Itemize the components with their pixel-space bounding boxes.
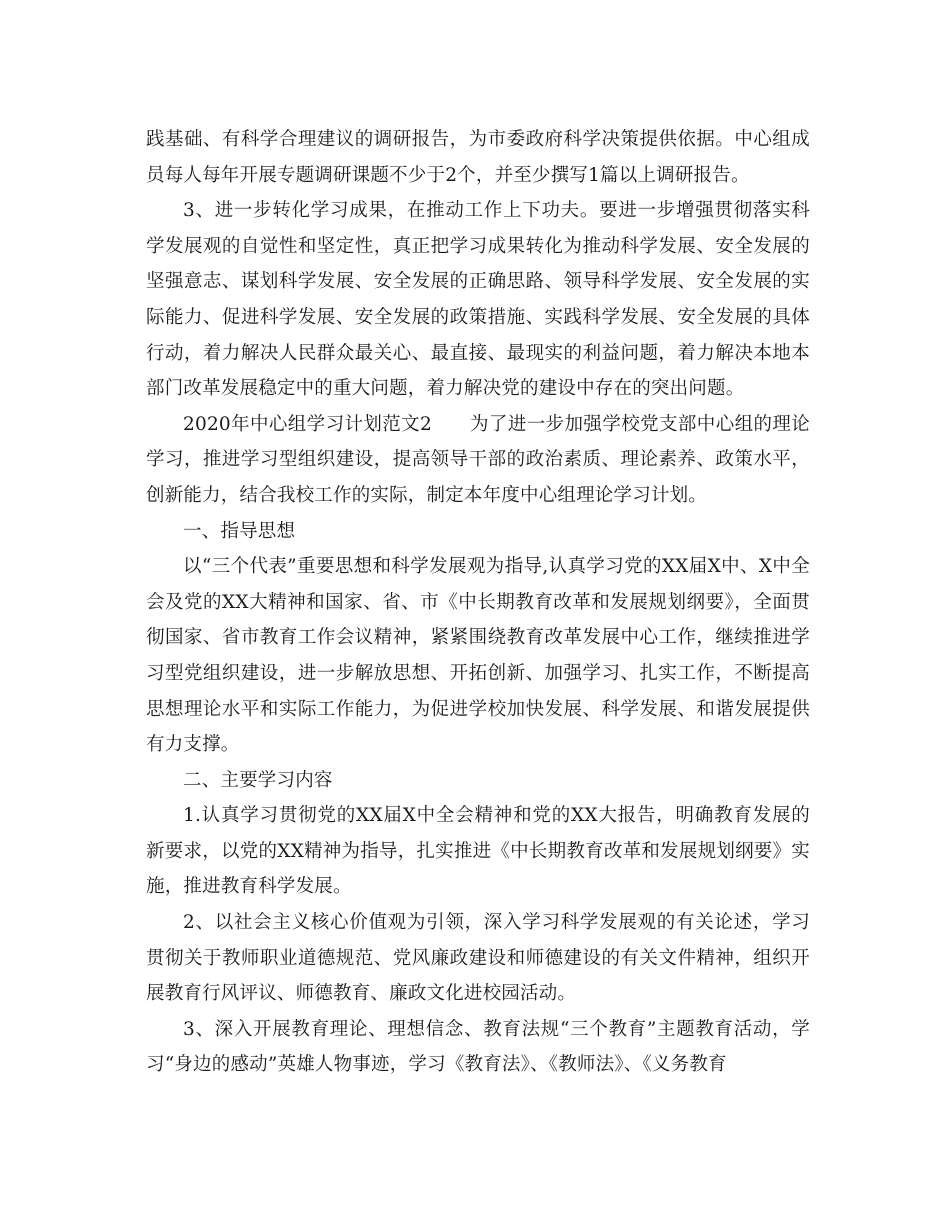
paragraph-guiding-ideology: 以“三个代表”重要思想和科学发展观为指导,认真学习党的XX届X中、X中全会及党的XX大精神和国家、省、市《中长期教育改革和发展规划纲要》，全面贯彻国家、省市教育工作会议精神，紧紧围绕教育改革发展中心工作，继续推进学习型党组织建设，进一步解放思想、开拓创新、加强学习、扎实工作，不断提高思想理论水平和实际工作能力，为促进学校加快发展、科学发展、和谐发展提供有力支撑。 [146,556,810,756]
paragraph-research-report: 践基础、有科学合理建议的调研报告，为市委政府科学决策提供依据。中心组成员每人每年开展专题调研课题不少于2个，并至少撰写1篇以上调研报告。 [146,129,810,186]
paragraph-content-item-2: 2、以社会主义核心价值观为引领，深入学习科学发展观的有关论述，学习贯彻关于教师职业道德规范、党风廉政建设和师德建设的有关文件精神，组织开展教育行风评议、师德教育、廉政文化进校园活动。 [146,912,810,1005]
paragraph-learning-results: 3、进一步转化学习成果，在推动工作上下功夫。要进一步增强贯彻落实科学发展观的自觉性和坚定性，真正把学习成果转化为推动科学发展、安全发展的坚强意志、谋划科学发展、安全发展的正确思路、领导科学发展、安全发展的实际能力、促进科学发展、安全发展的政策措施、实践科学发展、安全发展的具体行动，着力解决人民群众最关心、最直接、最现实的利益问题，着力解决本地本部门改革发展稳定中的重大问题，着力解决党的建设中存在的突出问题。 [146,200,810,400]
heading-guiding-ideology: 一、指导思想 [183,520,296,542]
paragraph-content-item-3: 3、深入开展教育理论、理想信念、教育法规“三个教育”主题教育活动，学习“身边的感动”英雄人物事迹，学习《教育法》、《教师法》、《义务教育 [146,1018,810,1076]
heading-main-content: 二、主要学习内容 [183,769,333,791]
document-body [146,122,810,1083]
paragraph-content-item-1: 1.认真学习贯彻党的XX届X中全会精神和党的XX大报告，明确教育发展的新要求，以党的XX精神为指导，扎实推进《中长期教育改革和发展规划纲要》实施，推进教育科学发展。 [146,805,810,898]
paragraph-sample-intro: 2020年中心组学习计划范文2 为了进一步加强学校党支部中心组的理论学习，推进学习型组织建设，提高领导干部的政治素质、理论素养、政策水平，创新能力，结合我校工作的实际，制定本年度中心组理论学习计划。 [146,413,810,506]
